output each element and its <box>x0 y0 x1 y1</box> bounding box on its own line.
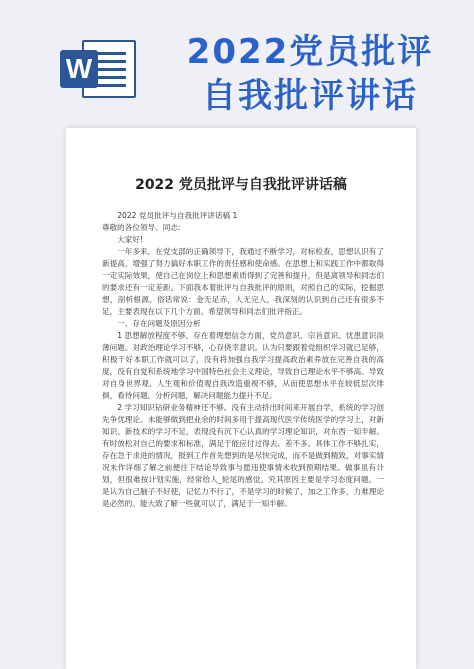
banner-title-line2: 自我批评讲话 <box>202 76 418 116</box>
document-title: 2022 党员批评与自我批评讲话稿 <box>135 177 347 193</box>
word-document-icon <box>60 40 136 98</box>
paragraph: 2022 党员批评与自我批评讲话稿 1 <box>117 211 238 220</box>
paragraph: 大家好! <box>117 235 144 244</box>
document-page <box>66 128 416 669</box>
paragraph: 1 思想解放程度不够。存在着理想信念方面，党员意识、宗旨意识、忧患意识淡薄问题。对政治理论学习不够，心存侥幸意识。认为只要跟着党组织学习就已足够，积极干好本职工作就可以了，没有将加强自我学习提高政治素养放在完善自我的高度，没有自觉和系统地学习中国特色社会主义理论，导致自己理论水平不够高。导致对自身世界观、人生观和价值观自我改造重视不够，从而使思想水平在较低层次徘徊，看待问题、分析问题，解决问题能力提升不足。 <box>102 331 384 400</box>
banner <box>0 0 474 120</box>
document-body <box>102 210 384 510</box>
banner-title <box>150 30 470 118</box>
banner-title-line1: 2022党员批评 <box>186 32 434 72</box>
paragraph: 一、存在问题及原因分析 <box>117 319 201 328</box>
paragraph: 一年多来，在党支部的正确领导下，我通过不断学习，对标检查，思想认识有了新提高，增强了努力搞好本职工作的责任感和使命感。在思想上和实践工作中都取得一定实际效果，使自己在岗位上和思想素质得到了完善和提升，但是离领导和同志们的要求还有一定差距。下面我本着批评与自我批评的原则，对照自己的实际，挖掘思想，剖析根源。俗话常说：金无足赤，人无完人，我深刻的认识到自己还有很多不足，主要表现在以下几个方面。希望领导和同志们批评指正。 <box>102 247 384 316</box>
word-logo-badge: W <box>60 50 98 88</box>
paragraph: 2 学习知识钻研业务精神还不够。没有主动挤出时间来开展自学，系统的学习创先争优理论。未能够做到把业余的时间多用于提高现代医学传统医学的学习上，对新知识、新技术的学习不足，表现没有沉下心认真的学习理论知识，对东西一知半解。有时放松对自己的要求和标准，满足于能应付过得去、差不多。具体工作不够扎实，存在急于求进的情况，报到工作首先想到的是尽快完成，而不是做到精致，对事实情况未作详细了解之前便往下结论导致事与愿违使事情未收到预期结果。做事虽有计划，但很难按计划实施，经常给人_轮尾的感觉。究其原因主要是学习态度问题。一是认为自己脑子不好使，记忆力不行了，不是学习的时候了，加之工作多，力难理论是必然的。能大致了解一些就可以了，满足于一知半解。 <box>102 403 384 508</box>
paragraph: 尊敬的各位领导、同志: <box>102 223 181 232</box>
